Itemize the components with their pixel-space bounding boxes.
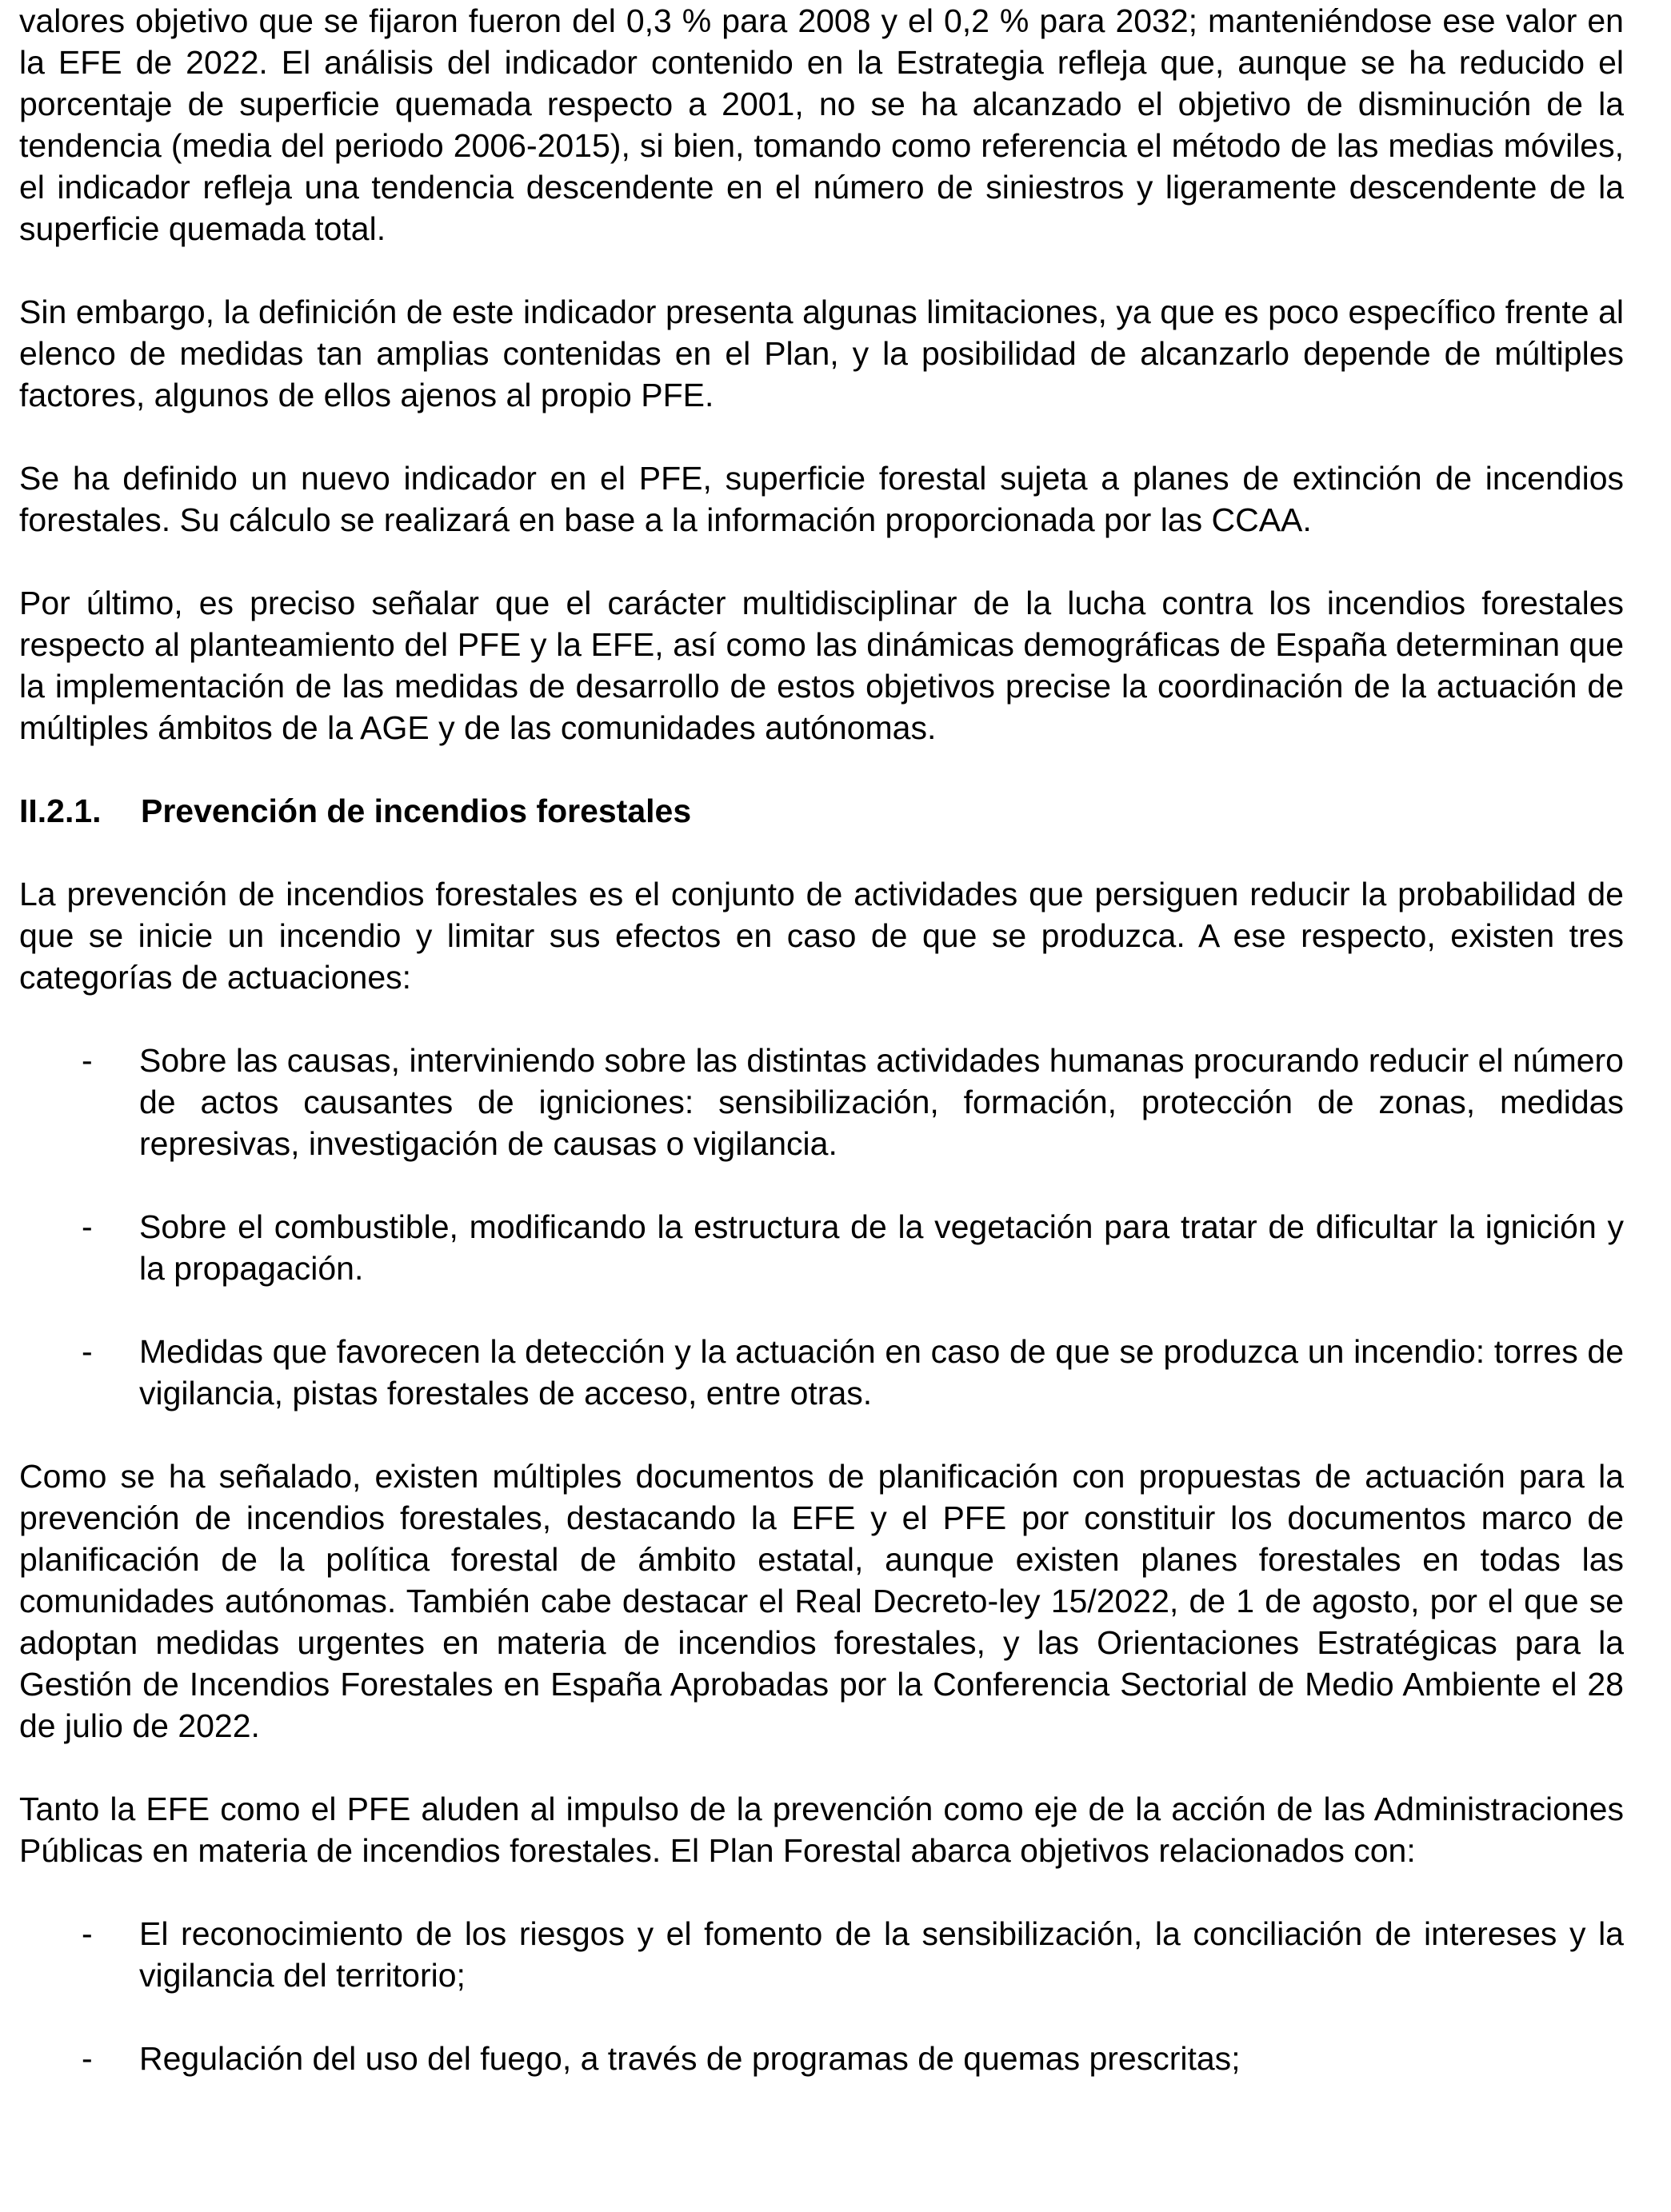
list-item xyxy=(19,2038,1624,2079)
list-item xyxy=(19,1040,1624,1164)
section-heading xyxy=(19,790,1624,832)
document-page xyxy=(19,0,1624,2079)
dash-bullet: - xyxy=(82,1208,93,1245)
list-item-text: Regulación del uso del fuego, a través de programas de quemas prescritas; xyxy=(139,2040,1241,2077)
paragraph-prevention-definition: La prevención de incendios forestales es el conjunto de actividades que persiguen reducir la probabilidad de que se inicie un incendio y limitar sus efectos en caso de que se produzca. A ese respecto, existen tres categorías de actuaciones: xyxy=(19,876,1624,996)
dash-bullet: - xyxy=(82,1915,93,1952)
paragraph-planning-documents: Como se ha señalado, existen múltiples documentos de planificación con propuestas de actuación para la prevención de incendios forestales, destacando la EFE y el PFE por constituir los documentos marco de planificación de la política forestal de ámbito estatal, aunque existen planes forestales en todas las comunidades autónomas. También cabe destacar el Real Decreto-ley 15/2022, de 1 de agosto, por el que se adoptan medidas urgentes en materia de incendios forestales, y las Orientaciones Estratégicas para la Gestión de Incendios Forestales en España Aprobadas por la Conferencia Sectorial de Medio Ambiente el 28 de julio de 2022. xyxy=(19,1458,1624,1744)
list-item xyxy=(19,1331,1624,1414)
plan-objectives-list xyxy=(19,1913,1624,2079)
section-number: II.2.1. xyxy=(19,793,102,829)
dash-bullet: - xyxy=(82,2040,93,2077)
list-item-text: Sobre el combustible, modificando la estructura de la vegetación para tratar de dificultar la ignición y la propagación. xyxy=(139,1208,1624,1287)
list-item-text: Sobre las causas, interviniendo sobre las distintas actividades humanas procurando reducir el número de actos causantes de igniciones: sensibilización, formación, protección de zonas, medidas represivas, investigación de causas o vigilancia. xyxy=(139,1042,1624,1162)
section-title: Prevención de incendios forestales xyxy=(141,793,692,829)
paragraph-indicator-limitations: Sin embargo, la definición de este indicador presenta algunas limitaciones, ya que es poco específico frente al elenco de medidas tan amplias contenidas en el Plan, y la posibilidad de alcanzarlo depende de múltiples factores, algunos de ellos ajenos al propio PFE. xyxy=(19,293,1624,413)
dash-bullet: - xyxy=(82,1333,93,1370)
list-item xyxy=(19,1206,1624,1289)
prevention-categories-list xyxy=(19,1040,1624,1414)
list-item-text: Medidas que favorecen la detección y la actuación en caso de que se produzca un incendio: torres de vigilancia, pistas forestales de acceso, entre otras. xyxy=(139,1333,1624,1411)
list-item xyxy=(19,1913,1624,1996)
paragraph-indicator-values: valores objetivo que se fijaron fueron del 0,3 % para 2008 y el 0,2 % para 2032; manteniéndose ese valor en la EFE de 2022. El análisis del indicador contenido en la Estrategia refleja que, aunque se ha reducido el porcentaje de superficie quemada respecto a 2001, no se ha alcanzado el objetivo de disminución de la tendencia (media del periodo 2006-2015), si bien, tomando como referencia el método de las medias móviles, el indicador refleja una tendencia descendente en el número de siniestros y ligeramente descendente de la superficie quemada total. xyxy=(19,2,1624,247)
list-item-text: El reconocimiento de los riesgos y el fomento de la sensibilización, la conciliación de intereses y la vigilancia del territorio; xyxy=(139,1915,1624,1994)
dash-bullet: - xyxy=(82,1042,93,1079)
paragraph-plan-objectives: Tanto la EFE como el PFE aluden al impulso de la prevención como eje de la acción de las Administraciones Públicas en materia de incendios forestales. El Plan Forestal abarca objetivos relacionados con: xyxy=(19,1791,1624,1869)
paragraph-new-indicator: Se ha definido un nuevo indicador en el PFE, superficie forestal sujeta a planes de extinción de incendios forestales. Su cálculo se realizará en base a la información proporcionada por las CCAA. xyxy=(19,460,1624,538)
paragraph-coordination: Por último, es preciso señalar que el carácter multidisciplinar de la lucha contra los incendios forestales respecto al planteamiento del PFE y la EFE, así como las dinámicas demográficas de España determinan que la implementación de las medidas de desarrollo de estos objetivos precise la coordinación de la actuación de múltiples ámbitos de la AGE y de las comunidades autónomas. xyxy=(19,585,1624,746)
